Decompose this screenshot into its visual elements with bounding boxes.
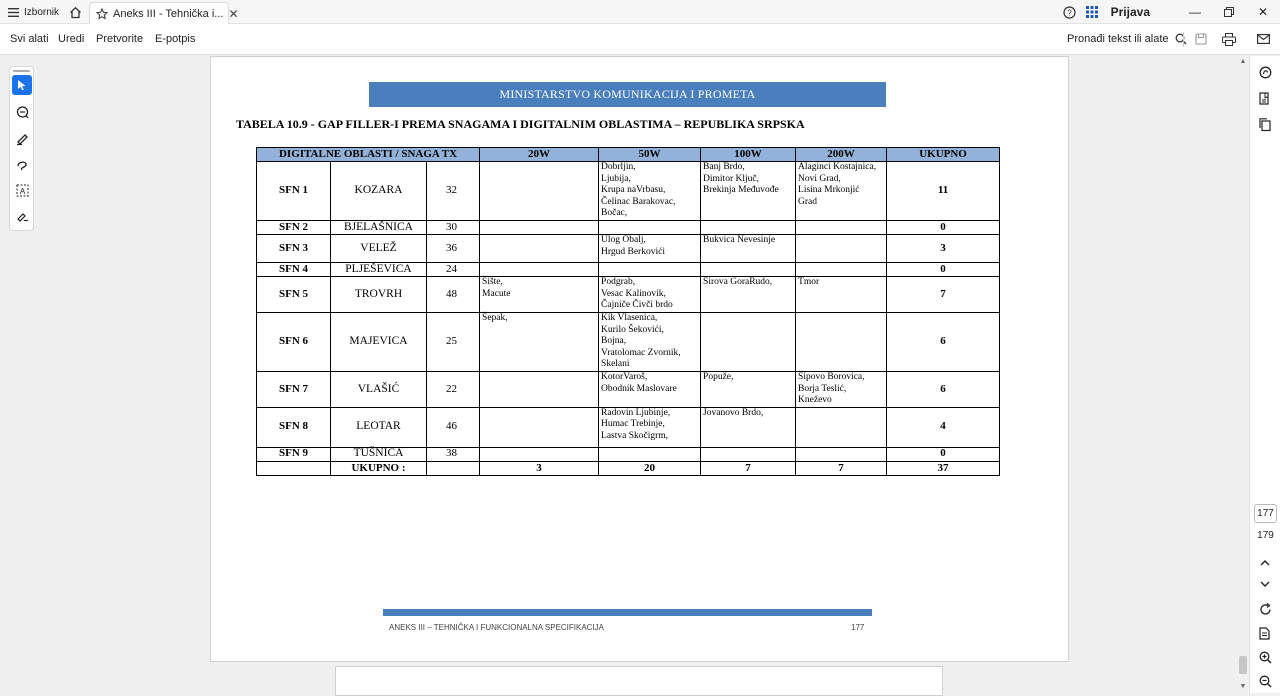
sites-200w-cell: Alaginci Kostajnica, Novi Grad, Lisina Mrkonjić Grad — [796, 162, 887, 221]
pages-button[interactable] — [1255, 114, 1275, 134]
sfn-cell: SFN 7 — [257, 372, 331, 408]
footer-title: ANEKS III – TEHNIČKA I FUNKCIONALNA SPECIFIKACIJA — [389, 623, 605, 632]
row-total-cell: 7 — [887, 277, 1000, 313]
main-menu-button[interactable] — [8, 0, 59, 24]
save-icon — [1195, 33, 1207, 45]
page-display-button[interactable] — [1255, 623, 1275, 643]
zoom-out-icon — [1259, 675, 1272, 688]
sites-20w-cell: Šište, Macute — [480, 277, 599, 313]
mail-icon — [1257, 34, 1270, 44]
find-text-label: Pronađi tekst ili alate — [1067, 33, 1169, 45]
apps-button[interactable] — [1081, 0, 1103, 24]
sfn-cell: SFN 8 — [257, 407, 331, 447]
tx-power-cell: 48 — [427, 277, 480, 313]
sites-200w-cell: Šipovo Borovica, Borja Teslić, Kneževo — [796, 372, 887, 408]
previous-page-button[interactable] — [1255, 552, 1275, 572]
pen-icon — [16, 132, 29, 145]
sites-20w-cell — [480, 235, 599, 263]
quick-tools-panel — [9, 66, 34, 231]
grand-total: 37 — [887, 461, 1000, 475]
page-banner: MINISTARSTVO KOMUNIKACIJA I PROMETA — [369, 82, 886, 107]
next-pdf-page — [335, 666, 943, 696]
tx-power-cell: 36 — [427, 235, 480, 263]
copy-pages-icon — [1259, 118, 1271, 131]
scroll-down-icon[interactable]: ▼ — [1239, 683, 1247, 690]
text-box-icon — [16, 184, 29, 197]
region-cell: LEOTAR — [331, 407, 427, 447]
scrollbar-thumb[interactable] — [1239, 656, 1247, 674]
table-title: TABELA 10.9 - GAP FILLER-I PREMA SNAGAMA I DIGITALNIM OBLASTIMA – REPUBLIKA SRPSKA — [236, 117, 805, 131]
row-total-cell: 0 — [887, 221, 1000, 235]
sfn-cell: SFN 6 — [257, 313, 331, 372]
table-row — [257, 277, 1000, 313]
menu-bar — [0, 24, 1280, 55]
header-50w: 50W — [599, 148, 701, 162]
row-total-cell: 6 — [887, 372, 1000, 408]
text-select-tool[interactable] — [12, 180, 32, 200]
totals-row — [257, 461, 1000, 475]
print-button[interactable] — [1220, 30, 1238, 48]
panel-grip[interactable] — [13, 70, 30, 72]
zoom-in-button[interactable] — [1255, 647, 1275, 667]
sites-200w-cell — [796, 407, 887, 447]
vertical-scrollbar[interactable] — [1238, 56, 1248, 693]
sites-50w-cell — [599, 447, 701, 461]
scroll-up-icon[interactable]: ▲ — [1239, 58, 1247, 65]
comment-icon — [16, 106, 29, 119]
close-icon: ✕ — [1257, 5, 1269, 19]
menu-edit[interactable]: Uredi — [58, 33, 85, 45]
sites-200w-cell — [796, 447, 887, 461]
document-tab[interactable] — [89, 2, 239, 24]
total-pages: 179 — [1257, 530, 1274, 541]
total-50w: 20 — [599, 461, 701, 475]
signature-icon — [16, 210, 29, 223]
document-settings-icon — [1259, 627, 1271, 640]
close-window-button[interactable] — [1246, 0, 1280, 24]
sites-20w-cell — [480, 372, 599, 408]
right-rail — [1249, 56, 1280, 693]
search-icon — [1175, 33, 1187, 45]
sites-200w-cell: Tmor — [796, 277, 887, 313]
ai-assistant-button[interactable] — [1255, 62, 1275, 82]
zoom-out-button[interactable] — [1255, 671, 1275, 691]
region-cell: VLAŠIĆ — [331, 372, 427, 408]
region-cell: TROVRH — [331, 277, 427, 313]
main-menu-label: Izbornik — [24, 6, 60, 18]
find-text-button[interactable] — [1067, 33, 1187, 45]
sites-100w-cell: Bukvica Nevesinje — [701, 235, 796, 263]
totals-blank-cell — [257, 461, 331, 475]
sites-200w-cell — [796, 263, 887, 277]
sites-100w-cell — [701, 313, 796, 372]
sites-100w-cell: Banj Brdo, Dimitor Ključ, Brekinja Međuvođe — [701, 162, 796, 221]
region-cell: TUŠNICA — [331, 447, 427, 461]
row-total-cell: 6 — [887, 313, 1000, 372]
sites-100w-cell — [701, 447, 796, 461]
apps-grid-icon — [1086, 6, 1098, 18]
region-cell: MAJEVICA — [331, 313, 427, 372]
tx-power-cell: 46 — [427, 407, 480, 447]
help-icon — [1063, 6, 1076, 19]
sites-100w-cell: Popuže, — [701, 372, 796, 408]
zoom-in-icon — [1259, 651, 1272, 664]
sites-50w-cell — [599, 263, 701, 277]
total-200w: 7 — [796, 461, 887, 475]
sites-20w-cell — [480, 162, 599, 221]
minimize-icon: — — [1189, 5, 1201, 19]
freehand-icon — [16, 158, 29, 171]
region-cell: PLJEŠEVICA — [331, 263, 427, 277]
rotate-icon — [1259, 603, 1272, 616]
tab-title: Aneks III - Tehnička i... — [113, 7, 224, 20]
sites-100w-cell: Jovanovo Brdo, — [701, 407, 796, 447]
sfn-cell: SFN 2 — [257, 221, 331, 235]
chevron-up-icon — [1260, 559, 1270, 566]
sites-50w-cell: Dobrljin, Ljubija, Krupa naVrbasu, Čelinac Barakovac, Bočac, — [599, 162, 701, 221]
email-button[interactable] — [1254, 30, 1272, 48]
sites-20w-cell — [480, 221, 599, 235]
row-total-cell: 0 — [887, 447, 1000, 461]
totals-blank-cell — [427, 461, 480, 475]
table-row — [257, 162, 1000, 221]
totals-label: UKUPNO : — [331, 461, 427, 475]
menu-esign[interactable]: E-potpis — [155, 33, 196, 45]
sfn-cell: SFN 3 — [257, 235, 331, 263]
tx-power-cell: 22 — [427, 372, 480, 408]
gap-filler-table — [256, 147, 1000, 476]
region-cell: VELEŽ — [331, 235, 427, 263]
highlight-tool[interactable] — [12, 128, 32, 148]
draw-tool[interactable] — [12, 154, 32, 174]
header-total: UKUPNO — [887, 148, 1000, 162]
table-row — [257, 372, 1000, 408]
sites-50w-cell: Radovin Ljubinje, Humac Trebinje, Lastva Skočigrm, — [599, 407, 701, 447]
sites-200w-cell — [796, 313, 887, 372]
row-total-cell: 3 — [887, 235, 1000, 263]
rotate-button[interactable] — [1255, 599, 1275, 619]
next-page-button[interactable] — [1255, 574, 1275, 594]
toolbar-divider — [1183, 32, 1184, 47]
minimize-button[interactable] — [1178, 0, 1212, 24]
tx-power-cell: 32 — [427, 162, 480, 221]
bookmarks-button[interactable] — [1255, 88, 1275, 108]
table-row — [257, 221, 1000, 235]
sites-100w-cell: Sirova GoraRudo, — [701, 277, 796, 313]
header-20w: 20W — [480, 148, 599, 162]
sites-20w-cell: Šepak, — [480, 313, 599, 372]
tx-power-cell: 30 — [427, 221, 480, 235]
help-button[interactable] — [1059, 0, 1081, 24]
sites-20w-cell — [480, 407, 599, 447]
tx-power-cell: 38 — [427, 447, 480, 461]
region-cell: KOZARA — [331, 162, 427, 221]
bookmark-icon — [1259, 92, 1271, 105]
svg-text:?: ? — [1067, 8, 1072, 17]
header-regions: DIGITALNE OBLASTI / SNAGA TX — [257, 148, 480, 162]
assistant-icon — [1259, 66, 1272, 79]
row-total-cell: 11 — [887, 162, 1000, 221]
table-row — [257, 313, 1000, 372]
hamburger-icon — [8, 8, 19, 17]
tx-power-cell: 24 — [427, 263, 480, 277]
restore-icon — [1224, 7, 1234, 17]
table-header-row — [257, 148, 1000, 162]
sfn-cell: SFN 9 — [257, 447, 331, 461]
sfn-cell: SFN 5 — [257, 277, 331, 313]
sign-tool[interactable] — [12, 206, 32, 226]
home-button[interactable] — [66, 3, 84, 21]
svg-text:A: A — [19, 186, 25, 196]
total-100w: 7 — [701, 461, 796, 475]
table-row — [257, 447, 1000, 461]
pdf-page — [210, 56, 1069, 662]
header-100w: 100W — [701, 148, 796, 162]
chevron-down-icon — [1260, 581, 1270, 588]
sites-100w-cell — [701, 263, 796, 277]
sign-in-button[interactable]: Prijava — [1110, 5, 1150, 19]
sites-200w-cell — [796, 221, 887, 235]
title-bar — [0, 0, 1280, 24]
sites-100w-cell — [701, 221, 796, 235]
select-tool[interactable] — [12, 75, 32, 95]
sites-50w-cell — [599, 221, 701, 235]
sites-20w-cell — [480, 447, 599, 461]
header-200w: 200W — [796, 148, 887, 162]
tx-power-cell: 25 — [427, 313, 480, 372]
total-20w: 3 — [480, 461, 599, 475]
footer-page-number: 177 — [851, 623, 865, 632]
restore-button[interactable] — [1212, 0, 1246, 24]
save-button[interactable] — [1192, 30, 1210, 48]
footer-bar — [383, 609, 872, 616]
page-number-input[interactable]: 177 — [1254, 504, 1277, 523]
row-total-cell: 4 — [887, 407, 1000, 447]
table-row — [257, 263, 1000, 277]
sites-20w-cell — [480, 263, 599, 277]
star-icon[interactable] — [96, 8, 108, 20]
table-row — [257, 407, 1000, 447]
sfn-cell: SFN 1 — [257, 162, 331, 221]
menu-convert[interactable]: Pretvorite — [96, 33, 144, 45]
print-icon — [1222, 33, 1236, 46]
sites-50w-cell: Podgrab, Vesac Kalinovik, Čajniče Čivči brdo — [599, 277, 701, 313]
region-cell: BJELAŠNICA — [331, 221, 427, 235]
menu-all-tools[interactable]: Svi alati — [10, 33, 49, 45]
sites-50w-cell: KotorVaroš, Obodnik Maslovare — [599, 372, 701, 408]
sfn-cell: SFN 4 — [257, 263, 331, 277]
home-icon — [69, 6, 82, 19]
cursor-icon — [17, 79, 27, 91]
row-total-cell: 0 — [887, 263, 1000, 277]
comment-tool[interactable] — [12, 102, 32, 122]
tab-close-icon[interactable]: ✕ — [228, 6, 239, 21]
sites-50w-cell: Ulog Obalj, Hrgud Berkovići — [599, 235, 701, 263]
table-row — [257, 235, 1000, 263]
sites-50w-cell: Kik Vlasenica, Kurilo Šekovići, Bojna, Vratolomac Zvornik, Skelani — [599, 313, 701, 372]
sites-200w-cell — [796, 235, 887, 263]
